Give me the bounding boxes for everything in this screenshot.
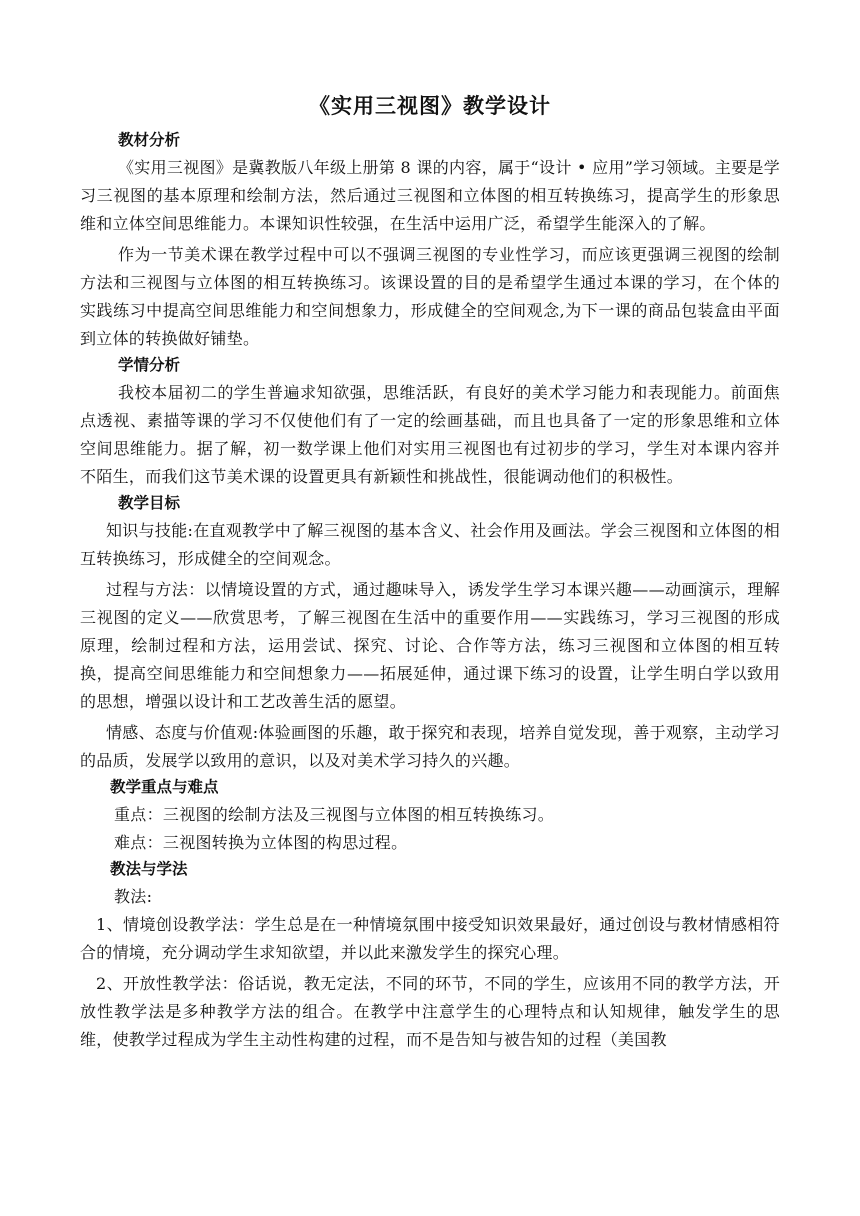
goals-paragraph-3: 情感、态度与价值观:体验画图的乐趣，敢于探究和表现，培养自觉发现，善于观察，主动学习的品质，发展学以致用的意识，以及对美术学习持久的兴趣。 — [80, 723, 780, 770]
methods-paragraph-2: 2、开放性教学法：俗话说，教无定法，不同的环节，不同的学生，应该用不同的教学方法，开放性教学法是多种教学方法的组合。在教学中注意学生的心理特点和认知规律，触发学生的思维，使教学过程成为学生主动性构建的过程，而不是告知与被告知的过程（美国教 — [80, 974, 780, 1049]
analysis-paragraph-2: 作为一节美术课在教学过程中可以不强调三视图的专业性学习，而应该更强调三视图的绘制方法和三视图与立体图的相互转换练习。该课设置的目的是希望学生通过本课的学习，在个体的实践练习中提高空间思维能力和空间想象力，形成健全的空间观念,为下一课的商品包装盒由平面到立体的转换做好铺垫。 — [80, 245, 780, 348]
section-heading-students: 学情分析 — [118, 356, 181, 374]
document-title: 《实用三视图》教学设计 — [309, 94, 551, 118]
goals-paragraph-1: 知识与技能:在直观教学中了解三视图的基本含义、社会作用及画法。学会三视图和立体图的相互转换练习，形成健全的空间观念。 — [80, 521, 780, 568]
section-heading-keypoints: 教学重点与难点 — [110, 778, 219, 796]
document-body — [80, 128, 780, 1054]
section-heading-analysis: 教材分析 — [118, 131, 181, 149]
section-heading-goals: 教学目标 — [118, 494, 181, 512]
section-heading-methods: 教法与学法 — [110, 860, 188, 878]
goals-paragraph-2: 过程与方法：以情境设置的方式，通过趣味导入，诱发学生学习本课兴趣——动画演示，理解三视图的定义——欣赏思考，了解三视图在生活中的重要作用——实践练习，学习三视图的形成原理，绘制过程和方法，运用尝试、探究、讨论、合作等方法，练习三视图和立体图的相互转换，提高空间思维能力和空间想象力——拓展延伸，通过课下练习的设置，让学生明白学以致用的思想，增强以设计和工艺改善生活的愿望。 — [80, 580, 780, 711]
analysis-paragraph-1: 《实用三视图》是冀教版八年级上册第 8 课的内容，属于“设计 • 应用”学习领域。主要是学习三视图的基本原理和绘制方法，然后通过三视图和立体图的相互转换练习，提高学生的形象思维和立体空间思维能力。本课知识性较强，在生活中运用广泛，希望学生能深入的了解。 — [80, 158, 780, 233]
students-paragraph-1: 我校本届初二的学生普遍求知欲强，思维活跃，有良好的美术学习能力和表现能力。前面焦点透视、素描等课的学习不仅使他们有了一定的绘画基础，而且也具备了一定的形象思维和立体空间思维能力。据了解，初一数学课上他们对实用三视图也有过初步的学习，学生对本课内容并不陌生，而我们这节美术课的设置更具有新颖性和挑战性，很能调动他们的积极性。 — [80, 383, 780, 486]
methods-line-1: 教法: — [114, 887, 153, 906]
keypoints-line-1: 重点：三视图的绘制方法及三视图与立体图的相互转换练习。 — [114, 805, 555, 824]
keypoints-line-2: 难点：三视图转换为立体图的构思过程。 — [114, 833, 408, 852]
methods-paragraph-1: 1、情境创设教学法：学生总是在一种情境氛围中接受知识效果最好，通过创设与教材情感相符合的情境，充分调动学生求知欲望，并以此来激发学生的探究心理。 — [80, 915, 780, 962]
